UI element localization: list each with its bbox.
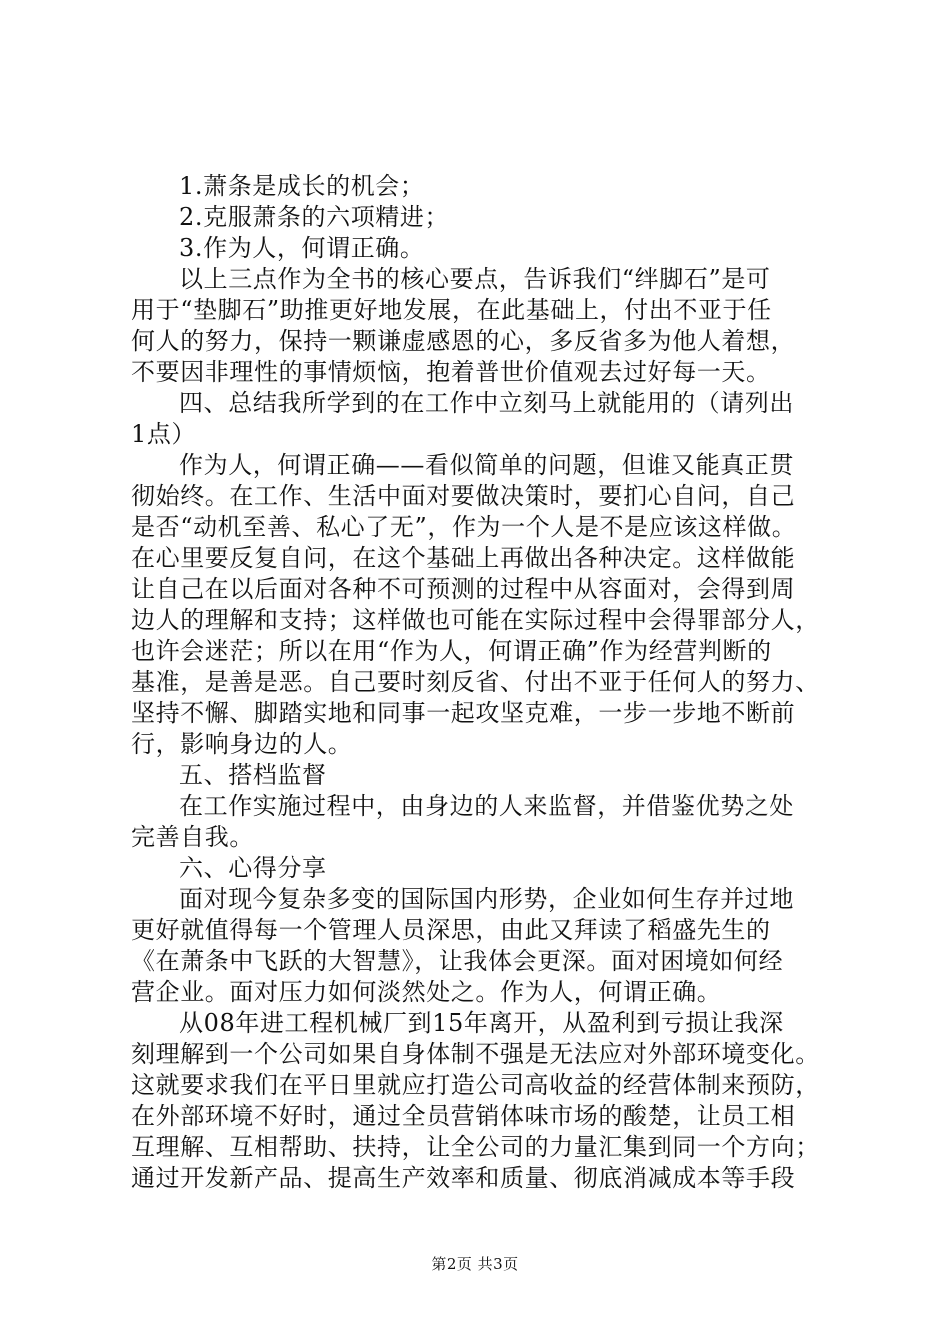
text-line: 《在萧条中飞跃的大智慧》，让我体会更深。面对困境如何经: [131, 947, 784, 975]
text-line: 更好就值得每一个管理人员深思，由此又拜读了稻盛先生的: [131, 916, 771, 944]
text-line: 1点）: [131, 420, 197, 448]
text-line: 用于“垫脚石”助推更好地发展，在此基础上，付出不亚于任: [131, 296, 772, 324]
text-line: 在外部环境不好时，通过全员营销体味市场的酸楚，让员工相: [131, 1102, 796, 1130]
text-line: 从08年进工程机械厂到15年离开，从盈利到亏损让我深: [179, 1009, 784, 1037]
text-line: 基准，是善是恶。自己要时刻反省、付出不亚于任何人的努力、: [131, 668, 820, 696]
text-line: 是否“动机至善、私心了无”，作为一个人是不是应该这样做。: [131, 513, 797, 541]
text-line: 四、总结我所学到的在工作中立刻马上就能用的（请列出: [179, 389, 794, 417]
text-line: 营企业。面对压力如何淡然处之。作为人，何谓正确。: [131, 978, 722, 1006]
text-line: 行，影响身边的人。: [131, 730, 353, 758]
text-line: 何人的努力，保持一颗谦虚感恩的心，多反省多为他人着想，: [131, 327, 796, 355]
text-line: 1.萧条是成长的机会；: [179, 172, 425, 200]
text-line: 刻理解到一个公司如果自身体制不强是无法应对外部环境变化。: [131, 1040, 820, 1068]
text-line: 完善自我。: [131, 823, 254, 851]
text-line: 互理解、互相帮助、扶持，让全公司的力量汇集到同一个方向；: [131, 1133, 820, 1161]
text-line: 面对现今复杂多变的国际国内形势，企业如何生存并过地: [179, 885, 794, 913]
text-line: 3.作为人，何谓正确。: [179, 234, 425, 262]
text-line: 彻始终。在工作、生活中面对要做决策时，要扪心自问，自己: [131, 482, 796, 510]
text-line: 作为人，何谓正确——看似简单的问题，但谁又能真正贯: [179, 451, 794, 479]
text-line: 五、搭档监督: [179, 761, 327, 789]
text-line: 不要因非理性的事情烦恼，抱着普世价值观去过好每一天。: [131, 358, 771, 386]
text-line: 让自己在以后面对各种不可预测的过程中从容面对，会得到周: [131, 575, 796, 603]
text-line: 在工作实施过程中，由身边的人来监督，并借鉴优势之处: [179, 792, 794, 820]
text-line: 六、心得分享: [179, 854, 327, 882]
text-line: 也许会迷茫；所以在用“作为人，何谓正确”作为经营判断的: [131, 637, 772, 665]
text-line: 这就要求我们在平日里就应打造公司高收益的经营体制来预防，: [131, 1071, 820, 1099]
text-line: 2.克服萧条的六项精进；: [179, 203, 450, 231]
text-line: 在心里要反复自问，在这个基础上再做出各种决定。这样做能: [131, 544, 796, 572]
text-line: 边人的理解和支持；这样做也可能在实际过程中会得罪部分人，: [131, 606, 820, 634]
page-footer: 第2页 共3页: [431, 1255, 519, 1273]
text-line: 以上三点作为全书的核心要点，告诉我们“绊脚石”是可: [179, 265, 771, 293]
text-line: 通过开发新产品、提高生产效率和质量、彻底消减成本等手段: [131, 1164, 796, 1192]
text-line: 坚持不懈、脚踏实地和同事一起攻坚克难，一步一步地不断前: [131, 699, 796, 727]
document-body: [131, 171, 831, 1194]
